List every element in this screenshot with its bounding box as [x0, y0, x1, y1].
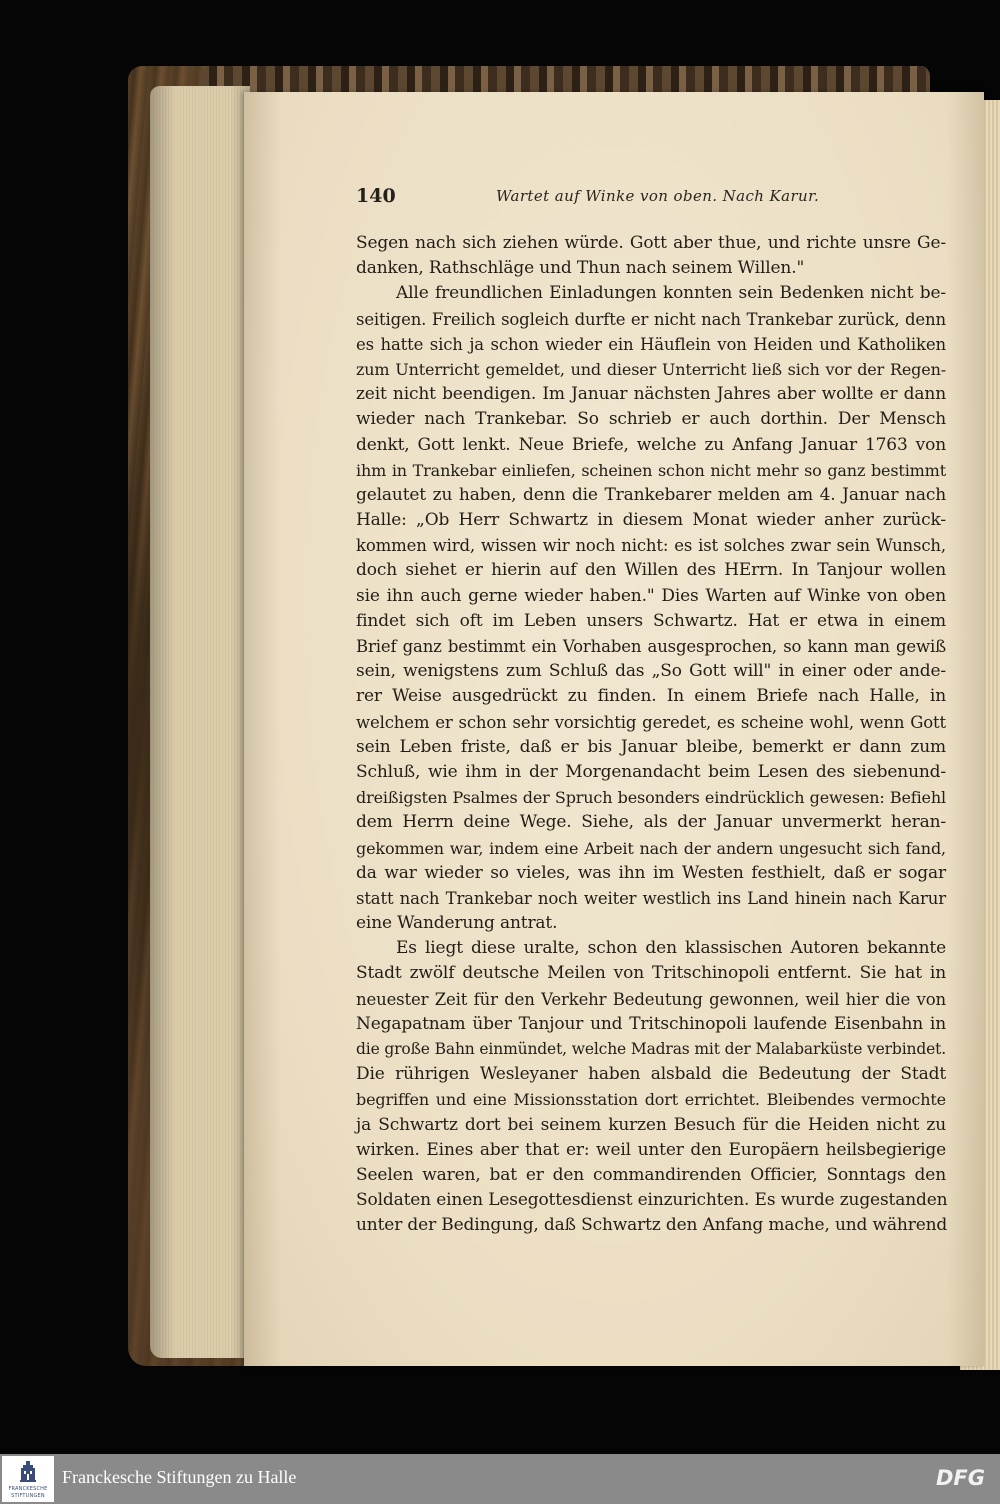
text-line: dem Herrn deine Wege. Siehe, als der Januar unvermerkt heran-: [356, 812, 946, 833]
logo-text-line2: STIFTUNGEN: [11, 1493, 45, 1499]
francke-stiftungen-logo[interactable]: [2, 1456, 54, 1502]
francke-stiftungen-logo-icon: [20, 1461, 36, 1483]
running-head-title: Wartet auf Winke von oben. Nach Karur.: [496, 187, 820, 205]
text-line: Die rührigen Wesleyaner haben alsbald die Bedeutung der Stadt: [356, 1064, 946, 1085]
text-line: danken, Rathschläge und Thun nach seinem Willen.": [356, 258, 805, 279]
text-line: die große Bahn einmündet, welche Madras mit der Malabarküste verbindet.: [356, 1040, 946, 1058]
text-line: wieder nach Trankebar. So schrieb er auch dorthin. Der Mensch: [356, 409, 946, 430]
text-line: seitigen. Freilich sogleich durfte er nicht nach Trankebar zurück, denn: [356, 309, 946, 329]
text-line: dreißigsten Psalmes der Spruch besonders eindrücklich gewesen: Befiehl: [356, 788, 946, 808]
text-line: gelautet zu haben, denn die Trankebarer melden am 4. Januar nach: [356, 484, 946, 505]
text-line: welchem er schon sehr vorsichtig geredet, es scheine wohl, wenn Gott: [356, 712, 946, 732]
text-line: gekommen war, indem eine Arbeit nach der andern ungesucht sich fand,: [356, 838, 946, 858]
text-line: rer Weise ausgedrückt zu finden. In einem Briefe nach Halle, in: [356, 686, 946, 707]
text-line: Brief ganz bestimmt ein Vorhaben ausgesprochen, so kann man gewiß: [356, 637, 946, 656]
running-head: [356, 185, 836, 217]
text-line: ihm in Trankebar einliefen, scheinen schon nicht mehr so ganz bestimmt: [356, 460, 946, 480]
dfg-logo[interactable]: DFG: [936, 1466, 986, 1490]
text-line: Soldaten einen Lesegottesdienst einzurichten. Es wurde zugestanden: [356, 1190, 948, 1211]
text-line: begriffen und eine Missionsstation dort errichtet. Bleibendes vermochte: [356, 1090, 946, 1110]
text-line: zum Unterricht gemeldet, und dieser Unterricht ließ sich vor der Regen-: [356, 359, 946, 379]
text-line: sein Leben friste, daß er bis Januar bleibe, bemerkt er dann zum: [356, 736, 946, 757]
text-line: ja Schwartz dort bei seinem kurzen Besuch für die Heiden nicht zu: [356, 1114, 946, 1135]
text-line: findet sich oft im Leben unsers Schwartz. Hat er etwa in einem: [356, 610, 946, 631]
text-line: Es liegt diese uralte, schon den klassischen Autoren bekannte: [396, 938, 946, 959]
text-line: sie ihn auch gerne wieder haben." Dies Warten auf Winke von oben: [356, 585, 946, 606]
text-line: sein, wenigstens zum Schluß das „So Gott will" in einer oder ande-: [356, 661, 946, 682]
text-line: Seelen waren, bat er den commandirenden Officier, Sonntags den: [356, 1164, 946, 1185]
page-block-edges: [150, 86, 250, 1358]
text-line: doch siehet er hierin auf den Willen des HErrn. In Tanjour wollen: [356, 560, 946, 581]
logo-text-line1: FRANCKESCHE: [8, 1486, 48, 1492]
text-line: Negapatnam über Tanjour und Tritschinopoli laufende Eisenbahn in: [356, 1013, 946, 1034]
text-line: Segen nach sich ziehen würde. Gott aber thue, und richte unsre Ge-: [356, 233, 946, 253]
text-line: Stadt zwölf deutsche Meilen von Tritschinopoli entfernt. Sie hat in: [356, 963, 946, 984]
body-text: [356, 231, 946, 1239]
page-number: 140: [356, 185, 396, 207]
text-line: unter der Bedingung, daß Schwartz den Anfang mache, und während: [356, 1215, 948, 1236]
text-line: es hatte sich ja schon wieder ein Häuflein von Heiden und Katholiken: [356, 334, 946, 354]
text-line: kommen wird, wissen wir noch nicht: es ist solches zwar sein Wunsch,: [356, 536, 946, 556]
text-line: Schluß, wie ihm in der Morgenandacht beim Lesen des siebenund-: [356, 761, 946, 782]
institution-name[interactable]: Franckesche Stiftungen zu Halle: [62, 1467, 297, 1487]
text-line: neuester Zeit für den Verkehr Bedeutung gewonnen, weil hier die von: [356, 989, 946, 1009]
text-line: wirken. Eines aber that er: weil unter den Europäern heilsbegierige: [356, 1139, 946, 1160]
text-line: Halle: „Ob Herr Schwartz in diesem Monat wieder anher zurück-: [356, 510, 946, 531]
book-page: [244, 92, 984, 1366]
text-line: Alle freundlichen Einladungen konnten sein Bedenken nicht be-: [396, 283, 946, 304]
text-line: da war wieder so vieles, was ihn im Westen festhielt, daß er sogar: [356, 862, 946, 883]
footer-bar: [0, 1454, 1000, 1504]
text-line: denkt, Gott lenkt. Neue Briefe, welche zu Anfang Januar 1763 von: [356, 434, 946, 455]
text-line: zeit nicht beendigen. Im Januar nächsten Jahres aber wollte er dann: [356, 384, 946, 405]
text-line: eine Wanderung antrat.: [356, 913, 558, 934]
text-line: statt nach Trankebar noch weiter westlich ins Land hinein nach Karur: [356, 888, 946, 908]
